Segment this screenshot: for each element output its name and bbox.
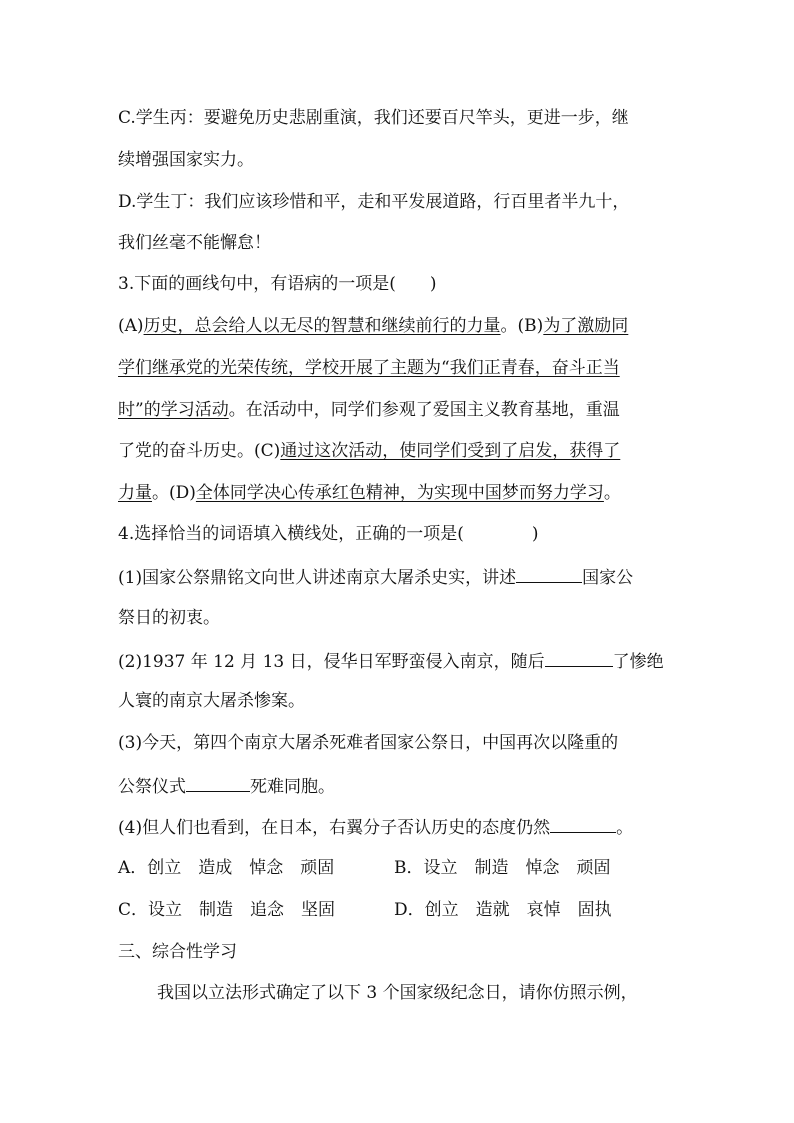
q4-s3-line2	[118, 773, 718, 799]
q4-s2-text-after: 了惨绝	[612, 652, 664, 672]
q3-b-sentence-part3: 时”的学习活动	[118, 400, 229, 420]
q4-s2-blank	[545, 648, 613, 667]
q4-s3-text: 公祭仪式	[118, 777, 186, 797]
q3-a-sentence: 历史，总会给人以无尽的智慧和继续前行的力量	[143, 316, 501, 336]
q3-b-after: 。在活动中，同学们参观了爱国主义教育基地，重温	[228, 400, 620, 420]
q3-a-label: (A)	[118, 316, 144, 336]
q4-s1-line2: 祭日的初衷。	[118, 608, 220, 628]
q4-option-c: C．设立 制造 追念 坚固	[118, 900, 336, 920]
q3-c-sentence-part2: 力量	[118, 483, 152, 503]
q4-s4-blank	[550, 814, 616, 833]
q2-option-c-line2: 续增强国家实力。	[118, 150, 254, 170]
q3-line4-text: 了党的奋斗历史。	[118, 441, 254, 461]
q4-s3-blank	[186, 773, 250, 792]
section-heading: 三、综合性学习	[118, 942, 237, 962]
q2-option-c-line1: C.学生丙：要避免历史悲剧重演，我们还要百尺竿头，更进一步，继	[118, 108, 629, 128]
q4-s1-text-after: 国家公	[582, 568, 634, 588]
q4-options-row2	[118, 898, 718, 922]
q3-line5	[118, 481, 718, 505]
q3-c-sentence-part1: 通过这次活动，使同学们受到了启发，获得了	[280, 441, 621, 461]
q4-options-row1	[118, 856, 718, 880]
q4-s1-blank	[516, 564, 582, 583]
q4-s2-line1	[118, 648, 718, 674]
q3-d-label: (D)	[169, 483, 196, 503]
q3-a-end: 。	[500, 316, 518, 336]
q4-option-d: D．创立 造就 哀悼 固执	[394, 900, 612, 920]
q3-b-label: (B)	[517, 316, 544, 336]
q4-s3-line1: (3)今天，第四个南京大屠杀死难者国家公祭日，中国再次以隆重的	[118, 733, 619, 753]
q4-s2-line2: 人寰的南京大屠杀惨案。	[118, 691, 305, 711]
q4-s4-text: (4)但人们也看到，在日本，右翼分子否认历史的态度仍然	[118, 818, 551, 838]
q3-line2	[118, 356, 718, 380]
q4-s3-text-after: 死难同胞。	[250, 777, 335, 797]
q3-b-sentence-part2: 学们继承党的光荣传统，学校开展了主题为“我们正青春，奋斗正当	[118, 358, 620, 378]
q3-d-end: 。	[603, 483, 621, 503]
q3-line3	[118, 398, 718, 422]
section-intro: 我国以立法形式确定了以下 3 个国家级纪念日，请你仿照示例，	[157, 983, 638, 1003]
q3-line4	[118, 439, 718, 463]
q3-line1	[118, 314, 718, 338]
q4-s4-end: 。	[616, 818, 634, 838]
q3-b-sentence-part1: 为了激励同	[543, 316, 629, 336]
q3-stem: 3.下面的画线句中，有语病的一项是( )	[118, 274, 437, 294]
q4-s1-text: (1)国家公祭鼎铭文向世人讲述南京大屠杀史实，讲述	[118, 568, 517, 588]
q2-option-d-line2: 我们丝毫不能懈怠！	[118, 233, 271, 253]
q4-option-b: B．设立 制造 悼念 顽固	[394, 858, 611, 878]
q4-stem: 4.选择恰当的词语填入横线处，正确的一项是( )	[118, 524, 539, 544]
q3-c-end: 。	[152, 483, 169, 503]
q3-d-sentence: 全体同学决心传承红色精神，为实现中国梦而努力学习	[195, 483, 604, 503]
q4-option-a: A．创立 造成 悼念 顽固	[118, 858, 335, 878]
q3-c-label: (C)	[254, 441, 281, 461]
q4-s2-text: (2)1937 年 12 月 13 日，侵华日军野蛮侵入南京，随后	[118, 652, 545, 672]
q4-s1-line1	[118, 564, 718, 590]
q4-s4-line	[118, 814, 718, 840]
q2-option-d-line1: D.学生丁：我们应该珍惜和平，走和平发展道路，行百里者半九十，	[118, 192, 630, 212]
